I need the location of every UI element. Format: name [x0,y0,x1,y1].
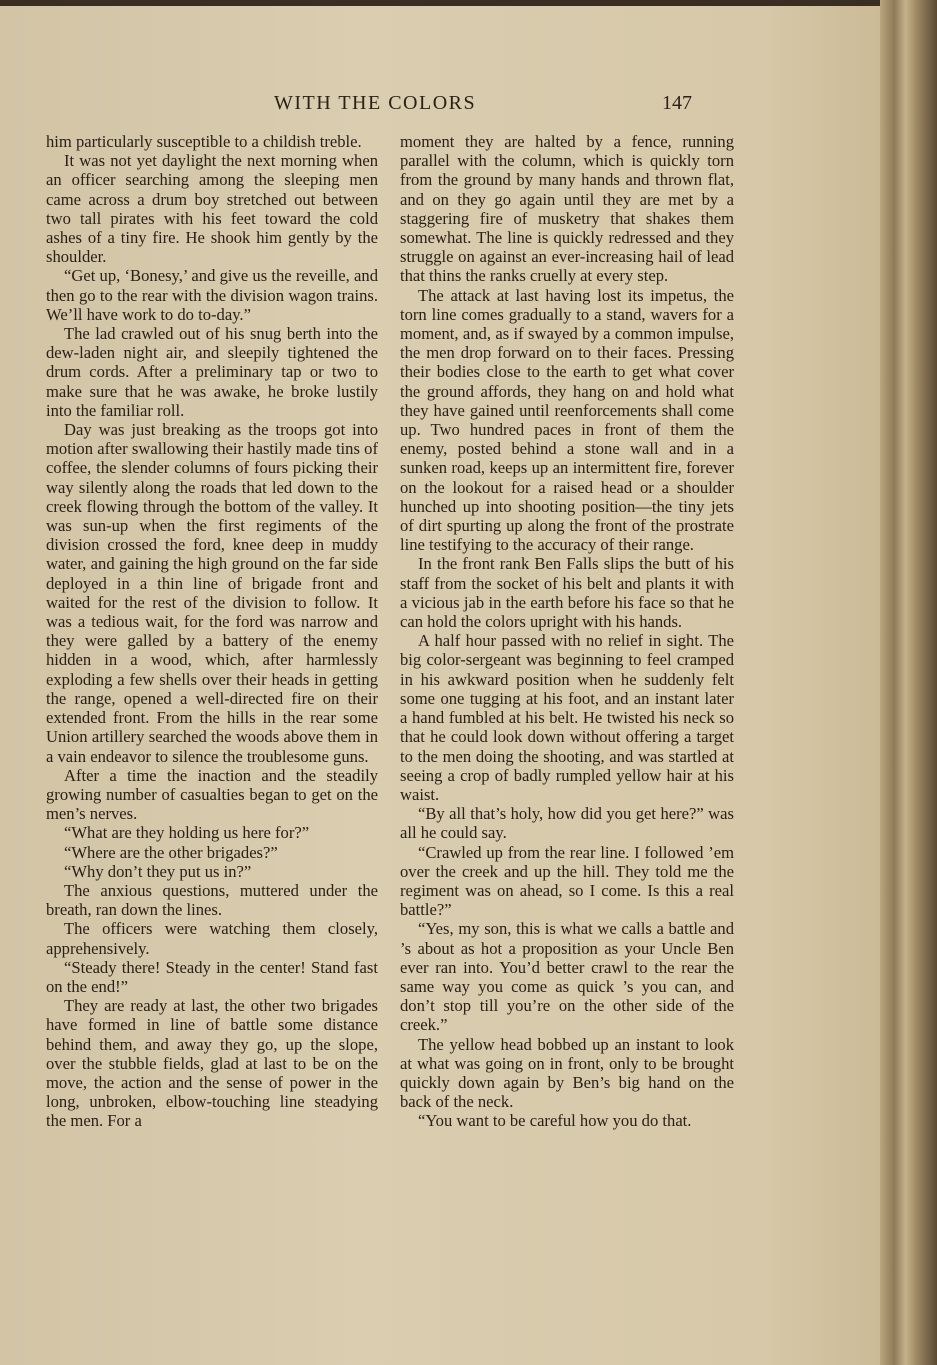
paragraph: “Yes, my son, this is what we calls a battle and ’s about as hot a proposition as your Uncle Ben ever ran into. You’d better crawl to the rear the same way you come as quick ’s you can, and don’t stop till you’re on the other side of the creek.” [400,919,734,1035]
paragraph: A half hour passed with no relief in sight. The big color-sergeant was beginning to feel cramped in his awkward position when he suddenly felt some one tugging at his foot, and an instant later a hand fumbled at his belt. He twisted his neck so that he could look down without offering a target to the men doing the shooting, and was startled at seeing a crop of badly rumpled yellow hair at his waist. [400,631,734,804]
paragraph: “By all that’s holy, how did you get here?” was all he could say. [400,804,734,843]
paragraph: The officers were watching them closely, apprehensively. [46,919,378,958]
paragraph: It was not yet daylight the next morning when an officer searching among the sleeping men came across a drum boy stretched out between two tall pirates with his feet toward the cold ashes of a tiny fire. He shook him gently by the shoulder. [46,151,378,267]
paragraph: “Crawled up from the rear line. I followed ’em over the creek and up the hill. They told me the regiment was on ahead, so I come. Is this a real battle?” [400,842,734,920]
paragraph: “Get up, ‘Bonesy,’ and give us the reveille, and then go to the rear with the division wagon trains. We’ll have work to do to-day.” [46,266,378,324]
paragraph: Day was just breaking as the troops got into motion after swallowing their hastily made tins of coffee, the slender columns of fours picking their way silently along the roads that led down to the creek flowing through the bottom of the valley. It was sun-up when the first regiments of the division crossed the ford, knee deep in muddy water, and gaining the high ground on the far side deployed in a thin line of brigade front and waited for the rest of the division to follow. It was a tedious wait, for the ford was narrow and they were galled by a battery of the enemy hidden in a wood, which, after harmlessly exploding a few shells over their heads in getting the range, opened a well-directed fire on their extended front. From the hills in the rear some Union artillery searched the woods above them in a vain endeavor to silence the troublesome guns. [46,420,378,766]
paragraph: “Where are the other brigades?” [64,842,278,862]
running-title: WITH THE COLORS [274,92,477,114]
paragraph: “What are they holding us here for?” [64,823,310,843]
paragraph: The lad crawled out of his snug berth into the dew-laden night air, and sleepily tightened the drum cords. After a preliminary tap or two to make sure that he was awake, he broke lustily into the familiar roll. [46,324,378,420]
book-page-edges [880,0,937,1365]
right-column [400,132,734,1131]
paragraph: The yellow head bobbed up an instant to look at what was going on in front, only to be brought quickly down again by Ben’s big hand on the back of the neck. [400,1034,734,1112]
running-head [0,92,770,120]
paragraph: They are ready at last, the other two brigades have formed in line of battle some distance behind them, and away they go, up the slope, over the stubble fields, glad at last to be on the move, the action and the sense of power in the long, unbroken, elbow-touching line steadying the men. For a [46,996,378,1131]
paragraph: “You want to be careful how you do that. [418,1111,692,1131]
paragraph: In the front rank Ben Falls slips the butt of his staff from the socket of his belt and plants it with a vicious jab in the earth before his face so that he can hold the colors upright with his hands. [400,554,734,632]
paragraph: him particularly susceptible to a childish treble. [46,132,362,151]
paragraph: After a time the inaction and the steadily growing number of casualties began to get on the men’s nerves. [46,765,378,824]
page-number: 147 [662,92,692,114]
book-page [0,6,900,1365]
paragraph: “Why don’t they put us in?” [64,861,252,881]
paragraph: moment they are halted by a fence, running parallel with the column, which is quickly torn from the ground by many hands and thrown flat, and on they go again until they are met by a staggering fire of musketry that shakes them somewhat. The line is quickly redressed and they struggle on against an ever-increasing hail of lead that thins the ranks cruelly at every step. [400,132,734,286]
left-column [46,132,378,1131]
paragraph: The attack at last having lost its impetus, the torn line comes gradually to a stand, wavers for a moment, and, as if swayed by a common impulse, the men drop forward on to their faces. Pressing their bodies close to the earth to get what cover the ground affords, they hang on and hold what they have gained until reenforcements shall come up. Two hundred paces in front of them the enemy, posted behind a stone wall and in a sunken road, keeps up an intermittent fire, forever on the lookout for a raised head or a shoulder hunched up into shooting position—the tiny jets of dirt spurting up along the front of the prostrate line testifying to the accuracy of their range. [400,285,734,555]
paragraph: “Steady there! Steady in the center! Stand fast on the end!” [46,957,378,996]
paragraph: The anxious questions, muttered under the breath, ran down the lines. [46,880,378,920]
